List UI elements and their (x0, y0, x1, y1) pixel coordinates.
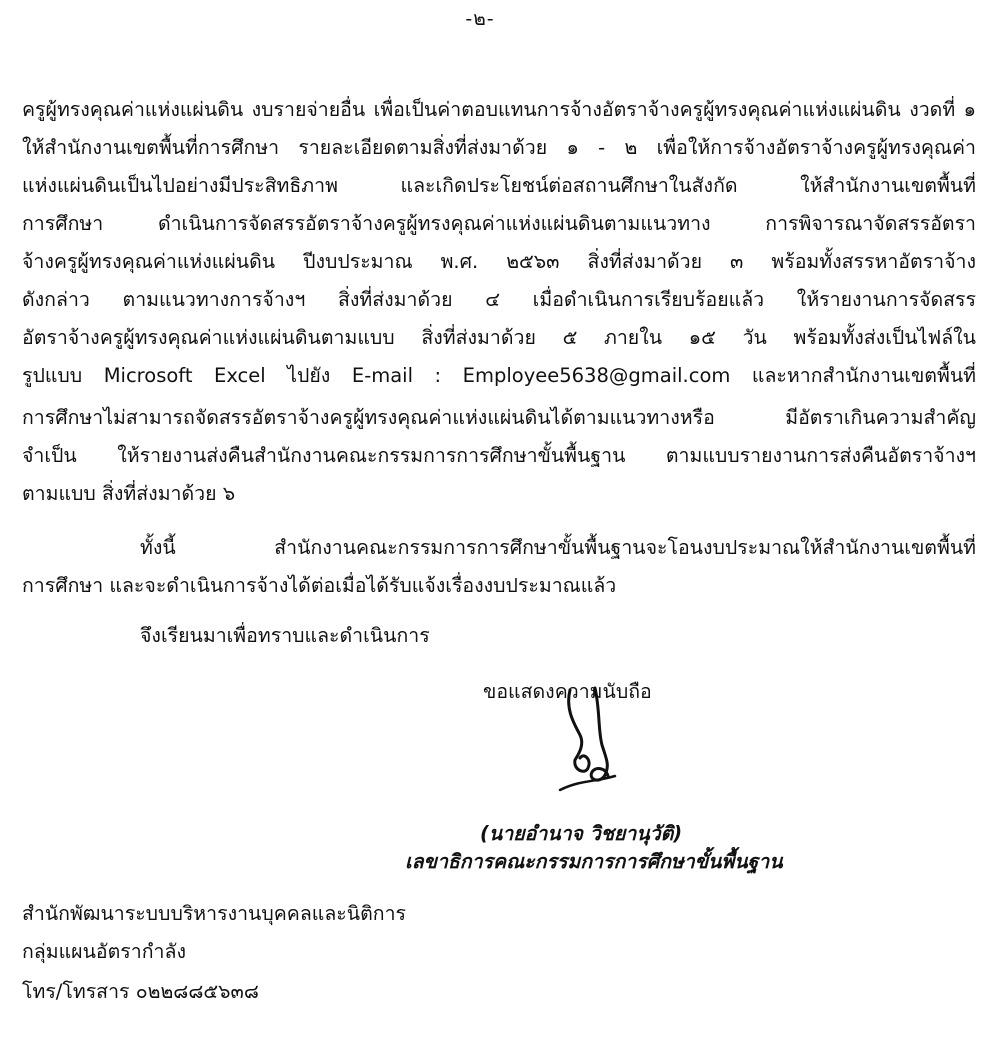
body-line-10: จำเป็น ให้รายงานส่งคืนสำนักงานคณะกรรมการการศึกษาขั้นพื้นฐาน ตามแบบรายงานการส่งคืนอัตราจ้างฯ (22, 444, 976, 467)
body-line-3: แห่งแผ่นดินเป็นไปอย่างมีประสิทธิภาพ และเกิดประโยชน์ต่อสถานศึกษาในสังกัด ให้สำนักงานเขตพื้นที่ (22, 174, 976, 197)
closing-text: ขอแสดงความนับถือ (483, 680, 652, 703)
page-number: -๒- (465, 8, 495, 30)
footer-phone: โทร/โทรสาร ๐๒๒๘๘๕๖๓๘ (22, 980, 259, 1003)
request-line: จึงเรียนมาเพื่อทราบและดำเนินการ (140, 624, 430, 647)
footer-group: กลุ่มแผนอัตรากำลัง (22, 940, 186, 963)
body-line-4: การศึกษา ดำเนินการจัดสรรอัตราจ้างครูผู้ทรงคุณค่าแห่งแผ่นดินตามแนวทาง การพิจารณาจัดสรรอัตรา (22, 212, 976, 235)
footer-office: สำนักพัฒนาระบบบริหารงานบุคคลและนิติการ (22, 902, 407, 925)
body-line-11: ตามแบบ สิ่งที่ส่งมาด้วย ๖ (22, 482, 236, 505)
body-line-9: การศึกษาไม่สามารถจัดสรรอัตราจ้างครูผู้ทรงคุณค่าแห่งแผ่นดินได้ตามแนวทางหรือ มีอัตราเกินความสำคัญ (22, 406, 976, 429)
body-line-7: อัตราจ้างครูผู้ทรงคุณค่าแห่งแผ่นดินตามแบบ สิ่งที่ส่งมาด้วย ๕ ภายใน ๑๕ วัน พร้อมทั้งส่งเป็นไฟล์ใน (22, 326, 976, 349)
signer-name: (นายอำนาจ วิชยานุวัติ) (480, 822, 683, 845)
signer-title: เลขาธิการคณะกรรมการการศึกษาขั้นพื้นฐาน (405, 850, 783, 873)
body-line-6: ดังกล่าว ตามแนวทางการจ้างฯ สิ่งที่ส่งมาด้วย ๔ เมื่อดำเนินการเรียบร้อยแล้ว ให้รายงานการจัดสรร (22, 288, 976, 311)
signature-image (540, 680, 650, 800)
body-line-1: ครูผู้ทรงคุณค่าแห่งแผ่นดิน งบรายจ่ายอื่น เพื่อเป็นค่าตอบแทนการจ้างอัตราจ้างครูผู้ทรงคุณค่าแห่งแผ่นดิน งวดที่ ๑ (22, 98, 976, 121)
body-line-2: ให้สำนักงานเขตพื้นที่การศึกษา รายละเอียดตามสิ่งที่ส่งมาด้วย ๑ - ๒ เพื่อให้การจ้างอัตราจ้างครูผู้ทรงคุณค่า (22, 136, 976, 159)
body-line-12: ทั้งนี้ สำนักงานคณะกรรมการการศึกษาขั้นพื้นฐานจะโอนงบประมาณให้สำนักงานเขตพื้นที่ (140, 536, 976, 559)
body-line-8: รูปแบบ Microsoft Excel ไปยัง E-mail : Employee5638@gmail.com และหากสำนักงานเขตพื้นที่ (22, 364, 976, 387)
body-line-13: การศึกษา และจะดำเนินการจ้างได้ต่อเมื่อได้รับแจ้งเรื่องงบประมาณแล้ว (22, 574, 617, 597)
body-line-5: จ้างครูผู้ทรงคุณค่าแห่งแผ่นดิน ปีงบประมาณ พ.ศ. ๒๕๖๓ สิ่งที่ส่งมาด้วย ๓ พร้อมทั้งสรรหาอัตราจ้าง (22, 250, 976, 273)
